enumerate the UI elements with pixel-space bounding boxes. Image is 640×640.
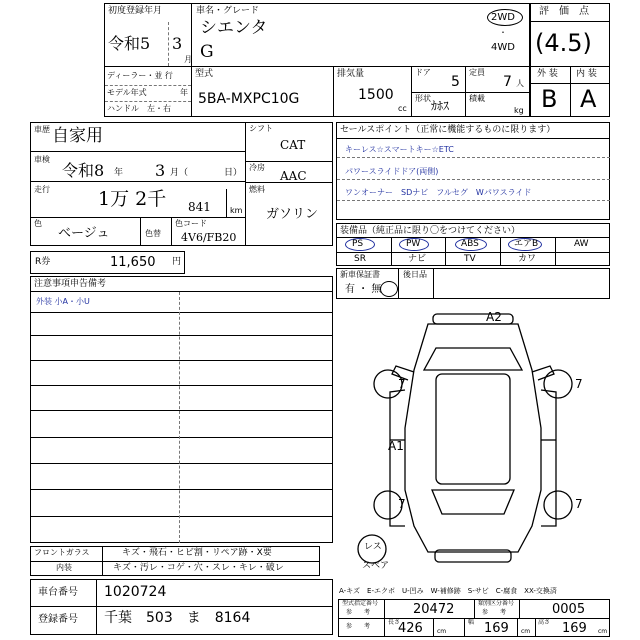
spare-label: スペア: [362, 561, 390, 571]
model-year-label: モデル年式: [107, 88, 147, 97]
height-cm: cm: [598, 628, 608, 635]
drive-dot: ・: [499, 28, 507, 37]
shift-label: シフト: [249, 124, 273, 133]
first-reg-era: 令和5: [108, 34, 151, 53]
fuel-value: ガソリン: [266, 207, 319, 222]
inspection-era: 令和8: [62, 161, 105, 180]
warranty-label: 新車保証書: [340, 270, 380, 279]
equip-navi: ナビ: [408, 254, 427, 264]
height-label: 高さ: [538, 619, 551, 626]
interior-cond-label: 内装: [56, 563, 72, 572]
use-label: 車歴: [34, 125, 50, 134]
load-label: 積載: [469, 94, 485, 103]
capacity-label: 定員: [469, 68, 485, 77]
model-ref-label: 型式指定番号: [342, 600, 379, 607]
interior-label: 内 装: [576, 69, 597, 79]
month-unit: 月: [184, 55, 192, 64]
inspection-month-unit: 月（: [170, 168, 189, 178]
yen-unit: 円: [172, 257, 182, 267]
reg-label: 登録番号: [38, 614, 78, 625]
post-reg-label: 後日品: [403, 270, 427, 279]
door-label: ドア: [415, 68, 431, 77]
handle-label: ハンドル 左・右: [107, 104, 171, 113]
width-cm: cm: [521, 628, 531, 635]
reg-value: 千葉 503 ま 8164: [104, 610, 251, 626]
displacement-label: 排気量: [337, 69, 365, 79]
mileage-value: 1万 2千: [98, 188, 167, 210]
inspection-year-unit: 年: [114, 168, 124, 178]
category-label: 類別区分番号: [478, 600, 515, 607]
ref-label-top: 参 考: [346, 609, 371, 616]
color-code-label: 色コード: [175, 219, 207, 228]
kg-unit: kg: [514, 106, 524, 115]
damage-a1: A1: [388, 439, 404, 453]
shift-value: CAT: [280, 138, 306, 152]
first-reg-label: 初度登録年月: [108, 6, 163, 16]
sales-point-2: パワースライドドア(両側): [345, 167, 439, 176]
warranty-none-circle: [380, 281, 398, 297]
type-label: 型式: [195, 69, 214, 79]
sales-points-title: セールスポイント（正常に機能するものに限ります）: [340, 125, 556, 135]
ref-label-mid: 参 考: [482, 609, 507, 616]
year-unit: 年: [180, 88, 188, 97]
cc-unit: cc: [398, 104, 407, 113]
car-name-label: 車名・グレード: [196, 6, 260, 16]
fuel-label: 燃料: [249, 185, 265, 194]
mileage-sub: 841: [188, 200, 211, 214]
car-name: シエンタ: [200, 18, 268, 38]
r-value: 11,650: [110, 255, 156, 270]
inspection-month: 3: [155, 161, 166, 180]
damage-legend: A-キズ E-エクボ U-凹み W-補修跡 S-サビ C-腐食 XX-交換済: [339, 587, 557, 595]
score-value: (4.5): [535, 29, 592, 57]
length-cm: cm: [437, 628, 447, 635]
interior-cond-value: キズ・汚レ・コゲ・穴・スレ・キレ・破レ: [113, 563, 284, 573]
equip-leather: カワ: [518, 254, 537, 264]
r-label: R券: [35, 257, 51, 267]
front-glass-label: フロントガラス: [34, 548, 90, 557]
category-value: 0005: [552, 602, 586, 617]
exterior-label: 外 装: [537, 69, 558, 79]
spare-value: レス: [364, 542, 382, 552]
equip-abs: ABS: [461, 239, 479, 249]
first-reg-month: 3: [172, 34, 183, 53]
wheel-rl: 7: [398, 497, 406, 511]
shape-label: 形状: [415, 94, 431, 103]
equipment-title: 装備品（純正品に限り〇をつけてください）: [340, 226, 521, 236]
length-value: 426: [398, 621, 423, 636]
equip-pw: PW: [406, 239, 421, 249]
color-label: 色: [34, 219, 42, 228]
width-label: 幅: [468, 619, 475, 626]
model-ref-value: 20472: [413, 602, 455, 617]
equip-sr: SR: [354, 254, 366, 264]
aircon-value: AAC: [280, 169, 307, 183]
wheel-fr: 7: [575, 377, 583, 391]
wheel-rr: 7: [575, 497, 583, 511]
capacity-unit: 人: [516, 79, 524, 88]
displacement-value: 1500: [358, 87, 394, 103]
capacity-value: 7: [503, 74, 512, 90]
length-label: 長さ: [388, 619, 401, 626]
r-ticket-box: [30, 251, 185, 274]
height-value: 169: [562, 621, 587, 636]
wheel-fl: 7: [398, 377, 406, 391]
dealer-label: ディーラー・並 行: [107, 71, 173, 80]
chassis-value: 1020724: [104, 584, 167, 600]
interior-value: A: [580, 85, 597, 113]
use-value: 自家用: [52, 126, 103, 146]
warranty-value: 有 ・ 無: [345, 284, 382, 295]
inspection-label: 車検: [34, 155, 50, 164]
color-value: ベージュ: [58, 226, 110, 241]
score-label: 評 価 点: [539, 6, 589, 17]
km-unit: km: [230, 206, 243, 215]
exterior-value: B: [541, 85, 558, 113]
mileage-label: 走行: [34, 185, 50, 194]
inspection-day-unit: 日）: [224, 168, 243, 178]
sales-point-3: ワンオーナー SDナビ フルセグ Wパワスライド: [345, 188, 532, 197]
front-glass-value: キズ・飛石・ヒビ割・リペア跡・X要: [122, 548, 272, 558]
shape-value: ｶﾎｽ: [431, 99, 450, 113]
drive-2wd: 2WD: [491, 12, 515, 23]
type-value: 5BA-MXPC10G: [198, 91, 300, 107]
ref-label-bottom: 参 考: [346, 623, 371, 630]
notes-title: 注意事項申告備考: [34, 279, 107, 289]
aircon-label: 冷房: [249, 163, 265, 172]
sales-point-1: キーレス☆スマートキー☆ETC: [345, 145, 454, 154]
equip-tv: TV: [464, 254, 476, 264]
color-change-label: 色替: [145, 229, 161, 238]
equip-aw: AW: [574, 239, 589, 249]
grade: G: [200, 42, 214, 62]
chassis-label: 車台番号: [38, 587, 78, 598]
equip-airbag: エアB: [514, 239, 539, 249]
color-code-value: 4V6/FB20: [181, 231, 237, 244]
drive-4wd: 4WD: [491, 42, 515, 53]
notes-first-line: 外装 小A・小U: [36, 297, 90, 306]
equip-ps: PS: [352, 239, 364, 249]
width-value: 169: [484, 621, 509, 636]
door-value: 5: [451, 74, 460, 90]
damage-a2: A2: [486, 310, 502, 324]
post-reg-section: [398, 268, 610, 299]
